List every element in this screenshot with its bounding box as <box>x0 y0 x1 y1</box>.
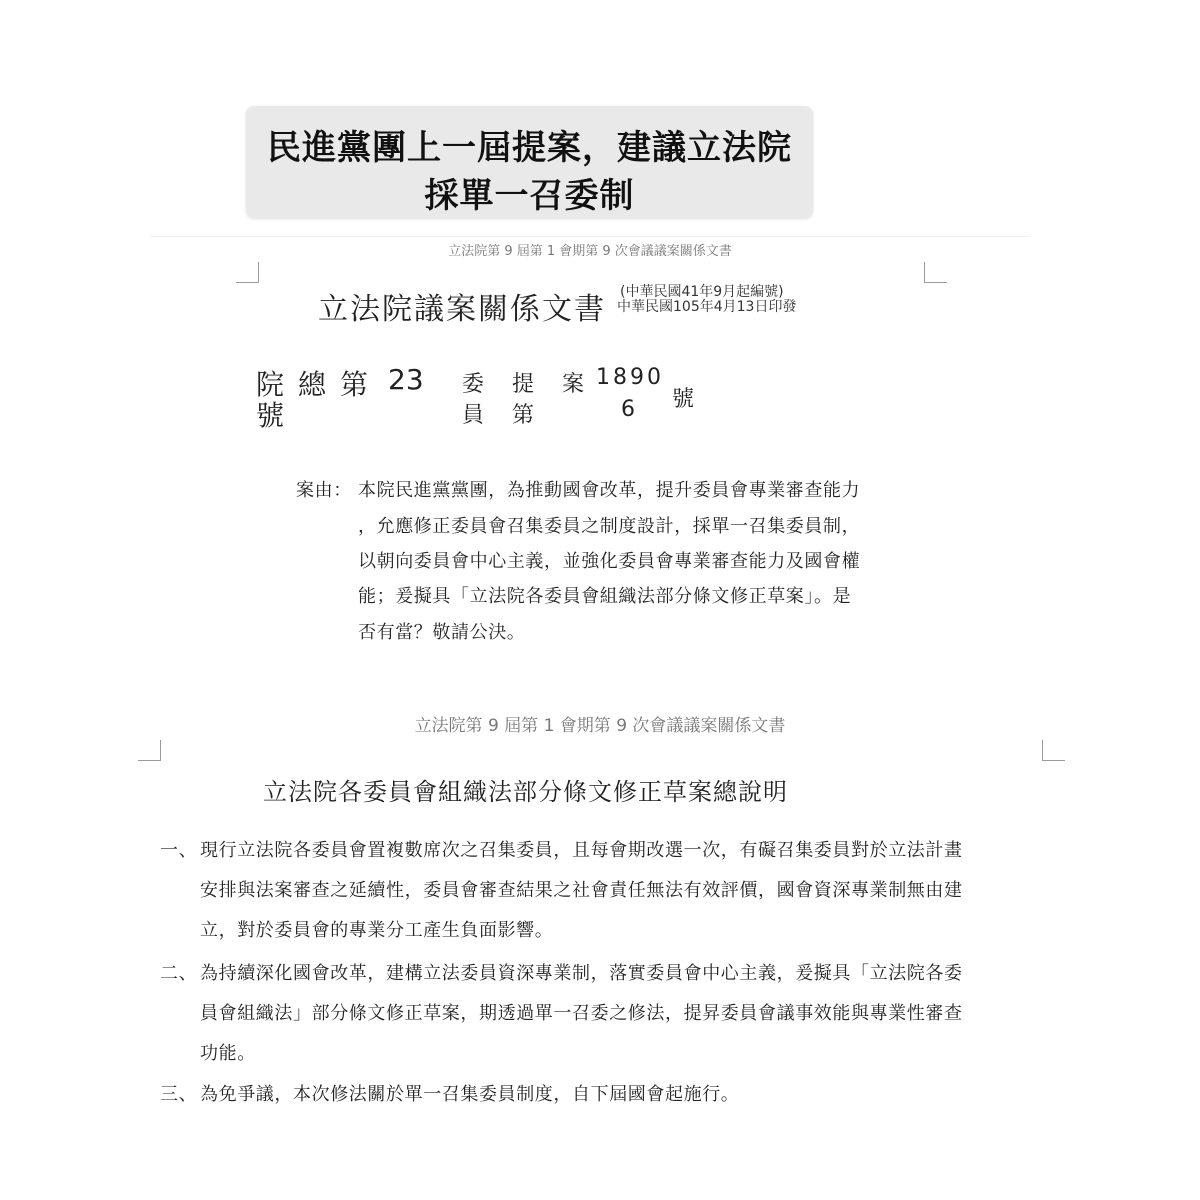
reason-line: 以朝向委員會中心主義，並強化委員會專業審查能力及國會權 <box>358 551 861 572</box>
caption-line-1: 民進黨團上一屆提案，建議立法院 <box>267 128 792 168</box>
number-char: 第 <box>512 403 535 428</box>
caption-line-2: 採單一召委制 <box>424 176 635 216</box>
number-char: 提 <box>512 372 535 397</box>
document-title: 立法院議案關係文書 <box>318 292 606 327</box>
proposal-number-suffix: 6 <box>621 397 635 422</box>
item-line: 安排與法案審查之延續性，委員會審查結果之社會責任無法有效評價，國會資深專業制無由建 <box>200 880 963 901</box>
item-line: 現行立法院各委員會置複數席次之召集委員，且每會期改選一次，有礙召集委員對於立法計畫 <box>200 840 963 861</box>
item-number: 二、 <box>160 963 198 984</box>
number-char: 第 <box>340 368 369 401</box>
number-char: 委 <box>462 372 485 397</box>
number-char: 院 <box>256 368 285 401</box>
caption-banner <box>246 106 813 218</box>
crop-mark-left <box>138 740 161 761</box>
number-char: 案 <box>562 372 585 397</box>
page-edge <box>150 236 1030 237</box>
running-header: 立法院第 9 屆第 1 會期第 9 次會議議案關係文書 <box>448 244 732 259</box>
proposal-number: 1890 <box>596 365 664 390</box>
section-title: 立法院各委員會組織法部分條文修正草案總說明 <box>263 778 788 806</box>
numbering-note: (中華民國41年9月起編號) <box>620 284 784 300</box>
reason-line: 本院民進黨黨團，為推動國會改革，提升委員會專業審查能力 <box>358 480 861 501</box>
number-char: 總 <box>298 368 327 401</box>
item-number: 一、 <box>160 840 198 861</box>
crop-mark-left <box>236 262 259 283</box>
reason-line: 能；爰擬具「立法院各委員會組織法部分條文修正草案」。是 <box>358 586 852 607</box>
print-date: 中華民國105年4月13日印發 <box>617 299 797 315</box>
reason-label: 案由： <box>296 480 352 501</box>
item-line: 為持續深化國會改革，建構立法委員資深專業制，落實委員會中心主義，爰擬具「立法院各委 <box>200 963 963 984</box>
number-char: 號 <box>256 399 285 432</box>
item-line: 員會組織法」部分條文修正草案，期透過單一召委之修法，提昇委員會議事效能與專業性審查 <box>200 1003 963 1024</box>
crop-mark-right <box>1042 740 1065 761</box>
item-line: 為免爭議，本次修法關於單一召集委員制度，自下屆國會起施行。 <box>200 1084 740 1105</box>
number-char: 員 <box>462 403 485 428</box>
reason-line: 否有當？敬請公決。 <box>358 622 526 643</box>
running-header: 立法院第 9 屆第 1 會期第 9 次會議議案關係文書 <box>414 716 786 736</box>
item-line: 立，對於委員會的專業分工產生負面影響。 <box>200 920 554 941</box>
crop-mark-right <box>924 262 947 283</box>
general-number: 23 <box>388 363 424 396</box>
item-number: 三、 <box>160 1084 198 1105</box>
number-char: 號 <box>672 387 695 412</box>
reason-line: ，允應修正委員會召集委員之制度設計，採單一召集委員制， <box>358 516 861 537</box>
item-line: 功能。 <box>200 1043 256 1064</box>
